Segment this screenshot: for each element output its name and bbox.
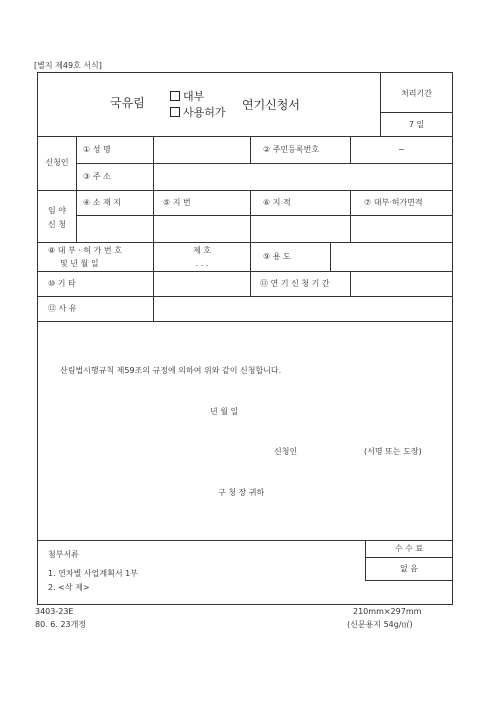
signer-sign-note: (서명 또는 도장) bbox=[364, 447, 422, 456]
row-line-8 bbox=[37, 321, 453, 322]
permit-number-value-2: . . . bbox=[195, 259, 209, 268]
permit-number-label-1: ⑧ 대 부 · 허 가 번 호 bbox=[48, 246, 122, 255]
address-label: ③ 주 소 bbox=[83, 172, 111, 181]
attachment-item-2: 2. <삭 제> bbox=[48, 583, 90, 592]
processing-label: 처리기간 bbox=[401, 89, 432, 98]
row-line-2 bbox=[76, 163, 453, 164]
lot-number-label: ⑤ 지 번 bbox=[163, 198, 191, 207]
row-line-3 bbox=[37, 190, 453, 191]
frame-left bbox=[37, 72, 38, 605]
forest-section-line1: 임 야 bbox=[48, 206, 66, 215]
frame-bottom bbox=[37, 604, 453, 605]
footer-revision: 80. 6. 23개정 bbox=[35, 620, 87, 629]
checkbox-lease bbox=[170, 91, 180, 101]
col-section bbox=[76, 136, 77, 242]
row-line-4 bbox=[76, 215, 453, 216]
use-label: ⑨ 용 도 bbox=[263, 252, 291, 261]
col-mid-permit bbox=[250, 242, 251, 296]
row-line-6 bbox=[37, 271, 453, 272]
col-forest-area bbox=[350, 190, 351, 242]
permit-number-value-1: 제 호 bbox=[193, 246, 211, 255]
row-line-1 bbox=[37, 136, 453, 137]
other-label: ⑩ 기 타 bbox=[48, 279, 76, 288]
forest-section-line2: 신 청 bbox=[48, 220, 66, 229]
col-mid bbox=[250, 136, 251, 163]
attachment-item-1: 1. 연차별 사업계획서 1부 bbox=[48, 569, 138, 578]
extension-period-label: ⑪ 연 기 신 청 기 간 bbox=[260, 279, 330, 288]
row-line-9 bbox=[37, 540, 453, 541]
title-prefix: 국유림 bbox=[110, 96, 145, 110]
title-suffix: 연기신청서 bbox=[242, 98, 300, 112]
reason-label: ⑫ 사 유 bbox=[48, 304, 77, 313]
processing-mid bbox=[380, 112, 452, 113]
footer-size: 210mm×297mm bbox=[353, 607, 422, 616]
footer-paper: (신문용지 54g/㎡) bbox=[347, 620, 413, 629]
frame-top bbox=[37, 72, 453, 73]
col-mid-forest bbox=[250, 190, 251, 242]
fee-value: 없 음 bbox=[400, 564, 418, 573]
col-period-value bbox=[350, 271, 351, 296]
signer-label: 신청인 bbox=[274, 447, 298, 456]
fee-bottom bbox=[365, 580, 453, 581]
form-label: [별지 제49호 서식] bbox=[34, 61, 102, 70]
row-line-7 bbox=[37, 296, 453, 297]
processing-value: 7 일 bbox=[408, 120, 425, 129]
fee-label: 수 수 료 bbox=[394, 544, 424, 553]
land-area-label: ⑥ 지 적 bbox=[263, 198, 291, 207]
row-line-5 bbox=[37, 242, 453, 243]
title-option-lease bbox=[170, 90, 204, 103]
footer-code: 3403-23E bbox=[35, 607, 74, 616]
date-line: 년 월 일 bbox=[210, 407, 239, 416]
col-label-end bbox=[153, 136, 154, 321]
option-permit-label: 사용허가 bbox=[183, 106, 226, 119]
location-label: ④ 소 재 지 bbox=[83, 198, 121, 207]
col-permit-use bbox=[330, 242, 331, 271]
id-number-label: ② 주민등록번호 bbox=[263, 145, 320, 154]
checkbox-permit bbox=[170, 107, 180, 117]
applicant-section-label: 신청인 bbox=[45, 158, 69, 167]
title-option-permit bbox=[170, 106, 226, 119]
recipient: 구 청 장 귀하 bbox=[218, 488, 265, 497]
frame-right bbox=[452, 72, 453, 605]
lease-area-label: ⑦ 대부·허가면적 bbox=[364, 198, 423, 207]
option-lease-label: 대부 bbox=[183, 90, 205, 103]
statement-text: 산림법시행규칙 제59조의 규정에 의하여 위와 같이 신청합니다. bbox=[60, 366, 282, 375]
id-number-value: ~ bbox=[398, 145, 405, 154]
permit-number-label-2: 및 년 월 일 bbox=[60, 259, 99, 268]
name-label: ① 성 명 bbox=[83, 145, 111, 154]
fee-mid bbox=[365, 557, 453, 558]
attachments-title: 첨부서류 bbox=[48, 550, 79, 559]
